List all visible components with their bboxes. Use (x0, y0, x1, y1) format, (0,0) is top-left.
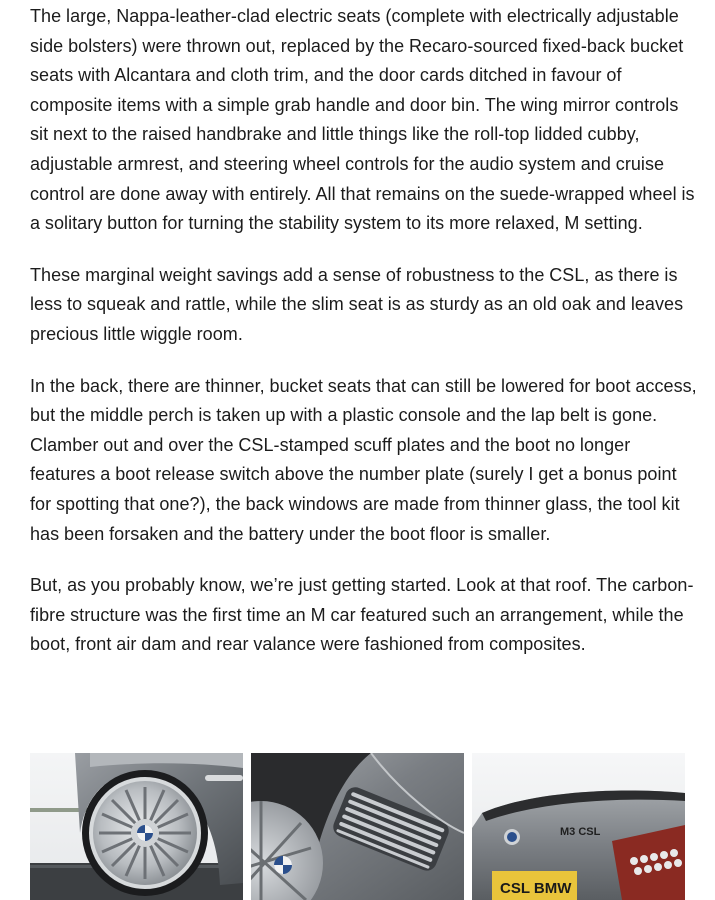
side-vent-photo[interactable] (251, 753, 464, 900)
wheel-photo[interactable] (30, 753, 243, 900)
paragraph-2: These marginal weight savings add a sense of robustness to the CSL, as there is less to squeak and rattle, while the slim seat is as sturdy as an old oak and leaves precious little wiggle room. (30, 264, 684, 344)
paragraph-1: The large, Nappa-leather-clad electric seats (complete with electrically adjustable side bolsters) were thrown out, replaced by the Recaro-sourced fixed-back bucket seats with Alcantara and cloth trim, and the door cards ditched in favour of composite items with a simple grab handle and door bin. The wing mirror controls sit next to the raised handbrake and little things like the roll-top lidded cubby, adjustable armrest, and steering wheel controls for the audio system and cruise control are done away with entirely. All that remains on the suede-wrapped wheel is a solitary button for turning the stability system to its more relaxed, M setting. (30, 6, 695, 234)
badge-text: M3 CSL (560, 826, 601, 838)
paragraph-3: In the back, there are thinner, bucket seats that can still be lowered for boot access, but the middle perch is taken up with a plastic console and the lap belt is gone. Clamber out and over the CSL-stamped scuff plates and the boot no longer features a boot release switch above the number plate (surely I get a bonus point for spotting that one?), the back windows are made from thinner glass, the tool kit has been forsaken and the battery under the boot floor is smaller. (30, 375, 697, 544)
photo-gallery (30, 753, 685, 900)
article-body (30, 2, 698, 682)
plate-text: CSL BMW (500, 880, 572, 897)
paragraph-4: But, as you probably know, we’re just getting started. Look at that roof. The carbon-fibre structure was the first time an M car featured such an arrangement, while the boot, front air dam and rear valance were fashioned from composites. (30, 575, 694, 655)
rear-boot-photo[interactable] (472, 753, 685, 900)
